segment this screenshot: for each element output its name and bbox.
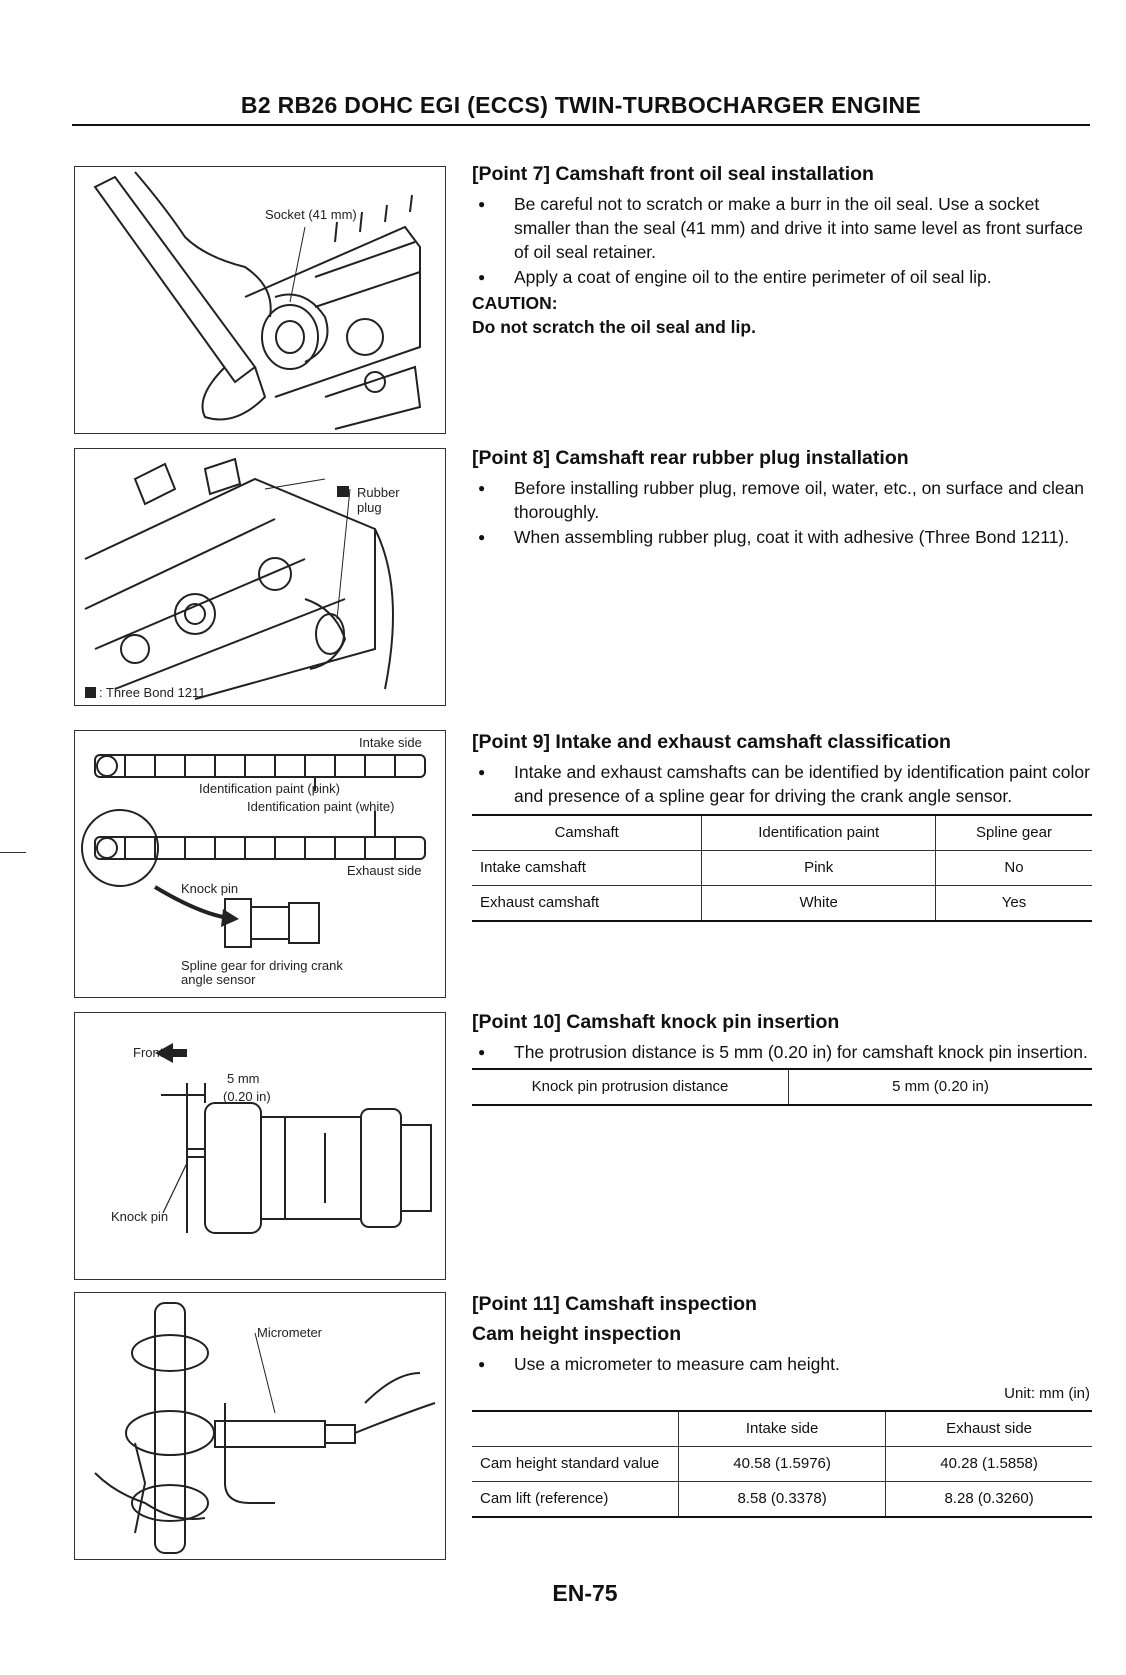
cam-height-table (472, 1410, 1092, 1518)
figure-camshaft-classification (74, 730, 446, 998)
intake-side-label: Intake side (359, 735, 422, 750)
table-cell: No (935, 851, 1092, 886)
table-cell: 5 mm (0.20 in) (789, 1069, 1093, 1105)
page-number: EN-75 (552, 1580, 618, 1606)
table-row (472, 1482, 1092, 1518)
point-7-bullet-1: ● Be careful not to scratch or make a burr in the oil seal. Use a socket smaller than the seal (41 mm) and drive it into same level as front surface of oil seal retainer. (472, 192, 1092, 264)
figure-knock-pin (74, 1012, 446, 1280)
table-cell: Exhaust camshaft (480, 894, 600, 911)
header-rule (72, 124, 1090, 126)
unit-label: Unit: mm (in) (1004, 1385, 1090, 1402)
section-point-9 (472, 730, 1092, 922)
knock-pin-table (472, 1068, 1092, 1106)
point-8-title: [Point 8] Camshaft rear rubber plug installation (472, 447, 909, 469)
knock-pin-label: Knock pin (181, 881, 239, 896)
table-cell: 8.58 (0.3378) (679, 1482, 886, 1518)
exhaust-side-label: Exhaust side (347, 863, 422, 878)
table-cell: Cam lift (reference) (480, 1490, 609, 1507)
table-cell: Yes (935, 886, 1092, 922)
knock-pin-illustration (75, 1013, 445, 1279)
socket-illustration (75, 167, 445, 433)
table-header-row (472, 815, 1092, 851)
caution-text: Do not scratch the oil seal and lip. (472, 317, 756, 337)
table-cell: White (702, 886, 936, 922)
table-cell: Cam height standard value (480, 1455, 660, 1472)
table-cell: Pink (702, 851, 936, 886)
point-9-title: [Point 9] Intake and exhaust camshaft classification (472, 731, 951, 753)
point-11-title: [Point 11] Camshaft inspection (472, 1293, 757, 1315)
camshaft-classification-table (472, 814, 1092, 922)
table-cell: 8.28 (0.3260) (886, 1482, 1092, 1518)
table-header-cell (472, 1411, 679, 1447)
point-11-subtitle: Cam height inspection (472, 1323, 682, 1345)
section-point-8 (472, 446, 1092, 550)
table-cell: Knock pin protrusion distance (531, 1078, 729, 1095)
section-point-7 (472, 162, 1092, 339)
table-header-row (472, 1411, 1092, 1447)
margin-mark (0, 852, 26, 853)
point-11-bullet-1: ● Use a micrometer to measure cam height. (472, 1352, 1092, 1376)
front-label: Front (133, 1045, 164, 1060)
micrometer-label: Micrometer (257, 1325, 323, 1340)
point-10-bullet-1: ● The protrusion distance is 5 mm (0.20 in) for camshaft knock pin insertion. (472, 1040, 1092, 1064)
table-row (472, 886, 1092, 922)
table-cell: 40.58 (1.5976) (679, 1447, 886, 1482)
section-point-10 (472, 1010, 1092, 1106)
point-9-bullet-1: ● Intake and exhaust camshafts can be identified by identification paint color and presence of a spline gear for driving the crank angle sensor. (472, 760, 1092, 808)
figure-rubber-plug (74, 448, 446, 706)
three-bond-label: : Three Bond 1211 (99, 685, 206, 700)
table-row (472, 1069, 1092, 1105)
point-10-title: [Point 10] Camshaft knock pin insertion (472, 1011, 840, 1033)
knock-pin-fig4-label: Knock pin (111, 1209, 169, 1224)
distance-mm-label: 5 mm (227, 1071, 260, 1086)
figure-micrometer (74, 1292, 446, 1560)
id-paint-pink-label: Identification paint (pink) (199, 781, 340, 796)
spline-gear-label: Spline gear for driving crank angle sensor (181, 958, 343, 987)
caution-title: CAUTION: (472, 293, 558, 313)
point-8-bullet-2: ● When assembling rubber plug, coat it with adhesive (Three Bond 1211). (472, 525, 1092, 549)
table-header-cell: Exhaust side (886, 1411, 1092, 1447)
page-header: B2 RB26 DOHC EGI (ECCS) TWIN-TURBOCHARGER ENGINE (240, 92, 922, 118)
distance-in-label: (0.20 in) (223, 1089, 271, 1104)
point-7-bullet-2: ● Apply a coat of engine oil to the entire perimeter of oil seal lip. (472, 265, 1092, 289)
table-header-cell: Spline gear (935, 815, 1092, 851)
point-8-bullet-1: ● Before installing rubber plug, remove oil, water, etc., on surface and clean thoroughly. (472, 476, 1092, 524)
table-row (472, 851, 1092, 886)
rubber-plug-label: Rubber plug (357, 485, 400, 515)
id-paint-white-label: Identification paint (white) (247, 799, 395, 814)
section-point-11 (472, 1292, 1092, 1518)
point-7-title: [Point 7] Camshaft front oil seal installation (472, 163, 874, 185)
socket-label: Socket (41 mm) (265, 207, 357, 222)
table-row (472, 1447, 1092, 1482)
table-header-cell: Intake side (679, 1411, 886, 1447)
table-header-cell: Identification paint (702, 815, 936, 851)
table-cell: Intake camshaft (480, 859, 586, 876)
table-cell: 40.28 (1.5858) (886, 1447, 1092, 1482)
table-header-cell: Camshaft (554, 824, 619, 841)
figure-socket-install (74, 166, 446, 434)
